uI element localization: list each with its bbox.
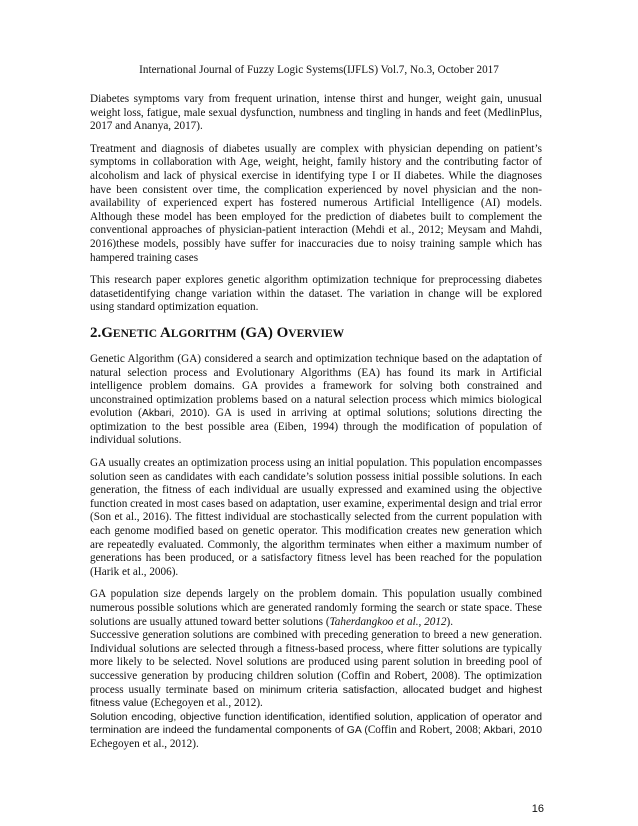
paragraph-research-scope: This research paper explores genetic algorithm optimization technique for preprocessing diabetes datasetidentifying change variation within the dataset. The variation in change will be explored using standard optimization equation. (90, 274, 542, 314)
page-content (90, 93, 542, 758)
citation: Coffin and Robert, 2008 (367, 724, 478, 737)
page-number: 16 (531, 803, 544, 815)
citation: Akbari, 2010 (141, 408, 204, 420)
paragraph-population-size: GA population size depends largely on the problem domain. This population usually combined numerous possible solutions which are generated randomly forming the search or state space. These solutions are usually attuned toward better solutions (Taherdangkoo et al., 2012). (90, 588, 542, 628)
running-header: International Journal of Fuzzy Logic Systems(IJFLS) Vol.7, No.3, October 2017 (139, 64, 499, 76)
citation: Echegoyen et al., 2012 (90, 737, 193, 750)
citation: Echegoyen et al., 2012 (154, 697, 257, 710)
paragraph-ga-definition: Genetic Algorithm (GA) considered a search and optimization technique based on the adaptation of natural selection process and Evolutionary Algorithms (EA) has found its mark in Artificial intelligence problem domains. GA provides a framework for solving both constrained and unconstrained optimization problems based on a natural selection process which mimics biological evolution (Akbari, 2010). GA is used in arriving at optimal solutions; solutions directing the optimization to the best possible area (Eiben, 1994) through the modification of population of individual solutions. (90, 352, 542, 447)
paragraph-ga-components: Solution encoding, objective function identification, identified solution, application of operator and termination are indeed the fundamental components of GA (Coffin and Robert, 2008; Akbari, 2010 Echegoyen et al., 2012). (90, 711, 542, 750)
citation: Taherdangkoo et al., 2012 (329, 615, 447, 628)
section-heading: 2.GENETIC ALGORITHM (GA) OVERVIEW (90, 324, 345, 341)
paragraph-successive-generation: Successive generation solutions are combined with preceding generation to breed a new generation. Individual solutions are selected through a fitness-based process, where fitter solutions are typically more likely to be selected. Novel solutions are produced using parent solution in breeding pool of successive generation by producing children solution (Coffin and Robert, 2008). The optimization process usually terminate based on minimum criteria satisfaction, allocated budget and highest fitness value (Echegoyen et al., 2012). (90, 629, 542, 710)
paragraph-treatment: Treatment and diagnosis of diabetes usually are complex with physician depending on patient’s symptoms in collaboration with Age, weight, height, family history and the contributing factor of alcoholism and lack of physical exercise in identifying type I or II diabetes. While the diagnoses have been consistent over time, the complication experienced by novel physician and the non-availability of experienced expert has fostered numerous Artificial Intelligence (AI) models. Although these model has been employed for the prediction of diabetes built to complement the conventional approaches of physician-patient interaction (Mehdi et al., 2012; Meysam and Mahdi, 2016)these models, possibly have suffer for inaccuracies due to noisy training sample which has hampered training cases (90, 142, 542, 264)
paragraph-symptoms: Diabetes symptoms vary from frequent urination, intense thirst and hunger, weight gain, unusual weight loss, fatigue, male sexual dysfunction, numbness and tingling in hands and feet (MedlinPlus, 2017 and Ananya, 2017). (90, 93, 542, 133)
paragraph-ga-process: GA usually creates an optimization process using an initial population. This population encompasses solution seen as candidates with each candidate’s solution possess initial possible solutions. In each generation, the fitness of each individual are usually expressed and examined using the objective function created in most cases based on adaptation, user examine, experimental design and trial error (Son et al., 2016). The fittest individual are stochastically selected from the current population with each genome modified based on genetic operator. This modification creates new generation which are repeatedly evaluated. Commonly, the algorithm terminates when either a maximum number of generations has been produced, or a satisfactory fitness level has been reached for the population (Harik et al., 2006). (90, 457, 542, 578)
